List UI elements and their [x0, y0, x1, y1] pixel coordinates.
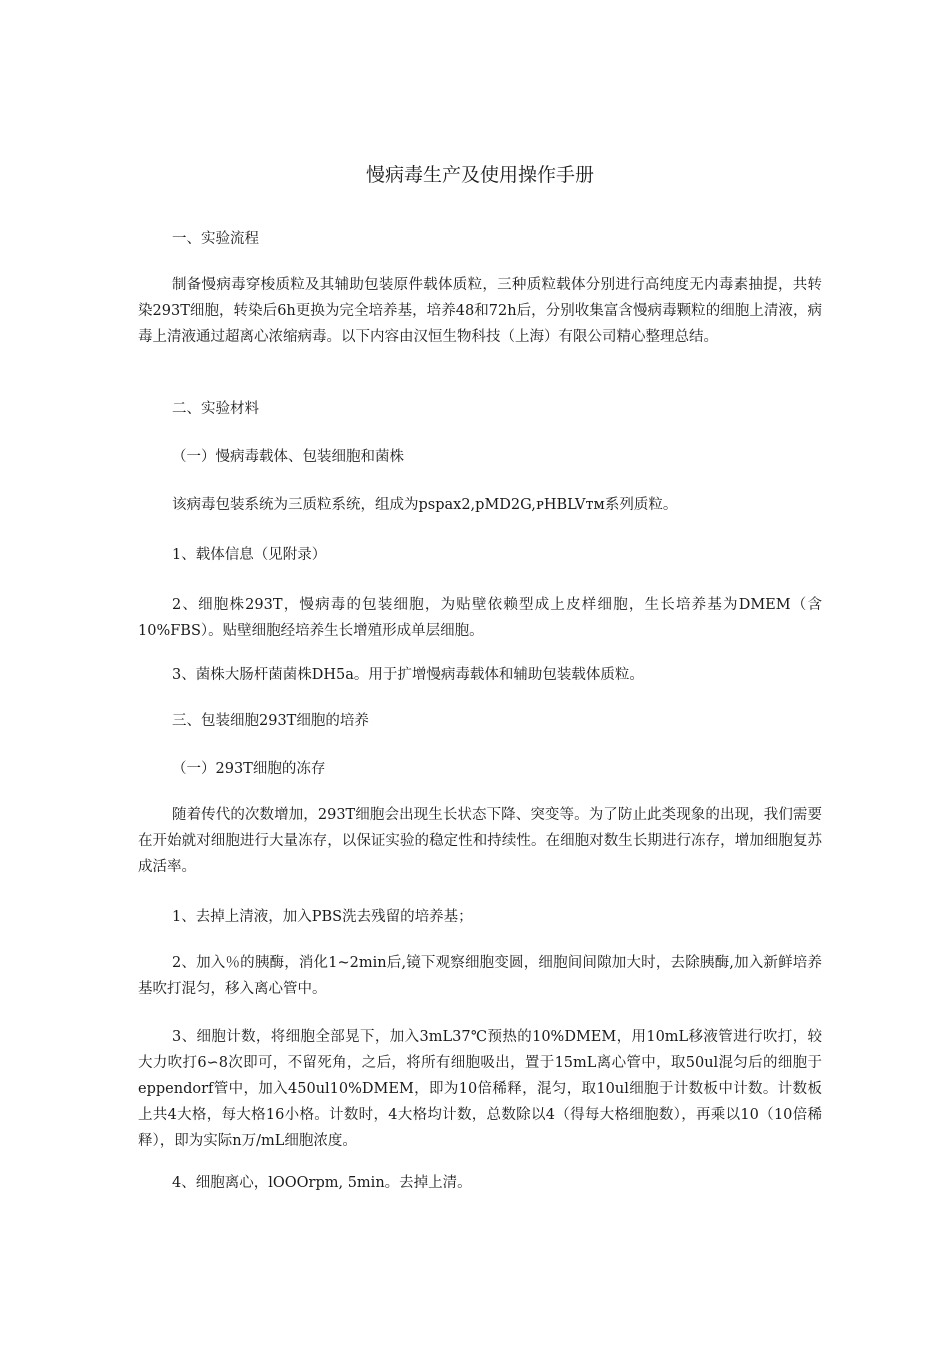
paragraph-packaging-system: 该病毒包装系统为三质粒系统，组成为pspax2,pMD2G,ᴘHBLVᴛᴍ系列质粒。: [172, 497, 678, 513]
document-title: 慢病毒生产及使用操作手册: [365, 164, 594, 186]
section-heading-culture: 三、包装细胞293T细胞的培养: [172, 713, 369, 729]
subsection-heading-vectors: （一）慢病毒载体、包装细胞和菌株: [172, 449, 404, 465]
paragraph-cell-line: 2、细胞株293T，慢病毒的包装细胞，为贴壁依赖型成上皮样细胞，生长培养基为DMEM（含10%FBS）。贴壁细胞经培养生长增殖形成单层细胞。: [138, 597, 822, 639]
paragraph-strain: 3、菌株大肠杆菌菌株DH5a。用于扩增慢病毒载体和辅助包装载体质粒。: [172, 667, 644, 683]
paragraph-vector-info: 1、载体信息（见附录）: [172, 547, 327, 563]
paragraph-freezing-intro: 随着传代的次数增加，293T细胞会出现生长状态下降、突变等。为了防止此类现象的出现，我们需要在开始就对细胞进行大量冻存，以保证实验的稳定性和持续性。在细胞对数生长期进行冻存，增加细胞复苏成活率。: [138, 807, 822, 875]
section-heading-process: 一、实验流程: [172, 231, 259, 247]
paragraph-process: 制备慢病毒穿梭质粒及其辅助包装原件载体质粒，三种质粒载体分别进行高纯度无内毒素抽提，共转染293T细胞，转染后6h更换为完全培养基，培养48和72h后，分别收集富含慢病毒颗粒的细胞上清液，病毒上清液通过超离心浓缩病毒。以下内容由汉恒生物科技（上海）有限公司精心整理总结。: [138, 277, 822, 345]
paragraph-step-4: 4、细胞离心，lOOOrpm, 5min。去掉上清。: [172, 1175, 472, 1191]
paragraph-step-2: 2、加入％的胰酶，消化1~2min后,镜下观察细胞变圆，细胞间间隙加大时，去除胰酶,加入新鲜培养基吹打混匀，移入离心管中。: [138, 955, 822, 997]
paragraph-step-3: 3、细胞计数，将细胞全部晃下，加入3mL37℃预热的10%DMEM，用10mL移液管进行吹打，较大力吹打6∽8次即可，不留死角，之后，将所有细胞吸出，置于15mL离心管中，取50ul混匀后的细胞于eppendorf管中，加入450ul10%DMEM，即为10倍稀释，混匀，取10ul细胞于计数板中计数。计数板上共4大格，每大格16小格。计数时，4大格均计数，总数除以4（得每大格细胞数），再乘以10（10倍稀释），即为实际n万/mL细胞浓度。: [138, 1029, 822, 1149]
paragraph-step-1: 1、去掉上清液，加入PBS洗去残留的培养基；: [172, 909, 473, 925]
subsection-heading-freezing: （一）293T细胞的冻存: [172, 761, 326, 777]
section-heading-materials: 二、实验材料: [172, 401, 259, 417]
